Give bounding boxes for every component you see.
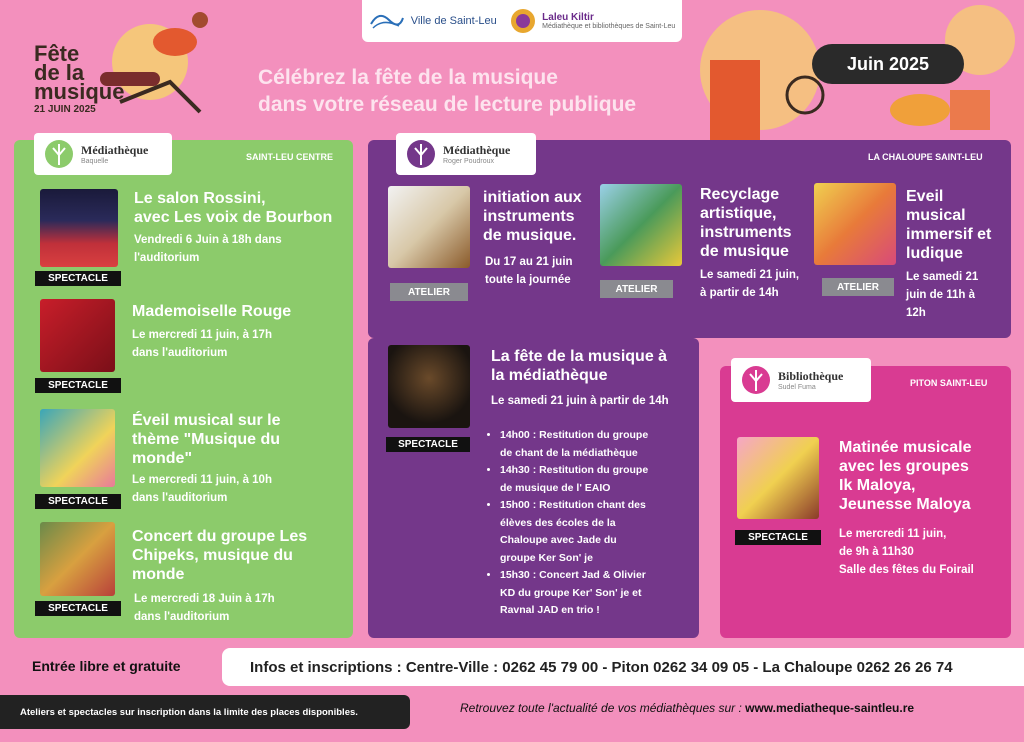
contact-info-bar: Infos et inscriptions : Centre-Ville : 0262 45 79 00 - Piton 0262 34 09 05 - La Chaloupe 0262 26 26 74 — [222, 648, 1024, 686]
program-line: KD du groupe Ker' Son' je et — [500, 586, 642, 599]
tree-logo-icon — [406, 139, 436, 169]
event-date-line: Vendredi 6 Juin à 18h dans — [134, 234, 282, 246]
bibliotheque-sudel-fuma-badge — [731, 358, 871, 402]
event-title — [134, 189, 332, 227]
atelier-photo-eveil-musical — [814, 183, 896, 265]
badge-subtitle: Roger Poudroux — [443, 158, 494, 165]
laleu-logo-text: Laleu Kiltir — [542, 12, 594, 23]
event-title-line: Le salon Rossini, — [134, 190, 266, 207]
atelier-date-line: à partir de 14h — [700, 287, 779, 299]
tree-logo-icon — [741, 365, 771, 395]
event-title-line: monde" — [132, 450, 193, 467]
free-entry-text: Entrée libre et gratuite — [32, 658, 181, 674]
site-label: SAINT-LEU CENTRE — [246, 152, 334, 162]
program-item — [500, 497, 700, 567]
tree-logo-icon — [44, 139, 74, 169]
event-title: Mademoiselle Rouge — [132, 303, 292, 320]
atelier-tag: ATELIER — [390, 283, 468, 301]
event-title-line: Chipeks, musique du — [132, 547, 293, 564]
mediatheque-baquelle-badge — [34, 133, 172, 175]
atelier-photo-recyclage — [600, 184, 682, 266]
festival-line2: de la — [34, 60, 85, 85]
atelier-photo-instruments — [388, 186, 470, 268]
ville-logo-text: Ville de Saint-Leu — [410, 15, 497, 27]
event-title — [132, 527, 307, 584]
event-title — [132, 411, 281, 468]
atelier-date-line: Du 17 au 21 juin — [485, 256, 573, 268]
program-item — [500, 567, 700, 620]
fete-title — [491, 347, 667, 385]
atelier-date-line: 12h — [906, 307, 926, 319]
event-photo-rossini — [40, 189, 118, 267]
site-label: LA CHALOUPE SAINT-LEU — [868, 152, 983, 162]
atelier-title-line: instruments — [483, 208, 575, 225]
event-title-line: thème "Musique du — [132, 431, 281, 448]
atelier-title-line: Recyclage — [700, 186, 780, 203]
event-photo-chipeks — [40, 522, 115, 596]
atelier-title — [700, 185, 792, 261]
event-date-line: Le mercredi 11 juin, à 17h — [132, 329, 272, 341]
fete-date: Le samedi 21 juin à partir de 14h — [491, 395, 669, 407]
event-date-line: Le mercredi 18 Juin à 17h — [134, 593, 275, 605]
tagline-line2: dans votre réseau de lecture publique — [258, 93, 637, 116]
event-date-line: dans l'auditorium — [132, 347, 228, 359]
event-date — [132, 471, 272, 507]
laleu-kiltir-logo — [510, 8, 675, 34]
event-date-line: de 9h à 11h30 — [839, 546, 914, 558]
atelier-title-line: de musique. — [483, 227, 577, 244]
event-title-line: monde — [132, 566, 185, 583]
event-date-line: Salle des fêtes du Foirail — [839, 564, 974, 576]
website-link[interactable]: www.mediatheque-saintleu.re — [745, 701, 915, 715]
atelier-title-line: Eveil — [906, 188, 944, 205]
laleu-logo-subtext: Médiathèque et bibliothèques de Saint-Leu — [542, 23, 676, 30]
event-date — [134, 231, 282, 267]
event-date-line: dans l'auditorium — [134, 611, 230, 623]
badge-title: Bibliothèque — [778, 369, 844, 383]
atelier-date-line: Le samedi 21 juin, — [700, 269, 800, 281]
program-item — [500, 462, 700, 497]
event-title-line: Jeunesse Maloya — [839, 496, 971, 513]
atelier-title-line: ludique — [906, 245, 963, 262]
atelier-tag: ATELIER — [822, 278, 894, 296]
laleu-logo-icon — [510, 8, 536, 34]
ville-logo-icon — [369, 10, 405, 32]
website-prefix: Retrouvez toute l'actualité de vos médiathèques sur : — [460, 701, 746, 715]
fete-program-list — [486, 427, 700, 620]
atelier-date-line: juin de 11h à — [906, 289, 976, 301]
mediatheque-roger-poudroux-badge — [396, 133, 536, 175]
spectacle-tag: SPECTACLE — [35, 601, 121, 616]
fete-title-line: La fête de la musique à — [491, 348, 668, 365]
atelier-title-line: initiation aux — [483, 189, 582, 206]
program-line: élèves des écoles de la — [500, 516, 616, 529]
event-date — [839, 525, 974, 579]
tagline — [258, 64, 636, 118]
atelier-date-line: Le samedi 21 — [906, 271, 979, 283]
atelier-title-line: instruments — [700, 224, 792, 241]
badge-subtitle: Sudel Fuma — [778, 384, 816, 391]
event-title-line: Matinée musicale — [839, 439, 972, 456]
spectacle-tag: SPECTACLE — [35, 494, 121, 509]
atelier-title-line: artistique, — [700, 205, 777, 222]
event-photo-mademoiselle-rouge — [40, 299, 115, 372]
program-line: • 15h30 : Concert Jad & Olivier — [500, 569, 646, 581]
event-date-line: Le mercredi 11 juin, — [839, 528, 947, 540]
festival-line3: musique — [34, 79, 125, 104]
event-title-line: Concert du groupe Les — [132, 528, 308, 545]
event-date-line: Le mercredi 11 juin, à 10h — [132, 474, 272, 486]
event-title — [839, 438, 972, 514]
atelier-date — [700, 266, 799, 302]
program-line: Ravnal JAD en trio ! — [500, 604, 600, 616]
fete-de-la-musique-logo — [34, 41, 125, 115]
site-label: PITON SAINT-LEU — [910, 378, 988, 388]
festival-line1: Fête — [34, 41, 80, 66]
spectacle-tag: SPECTACLE — [735, 530, 821, 545]
event-title-line: avec Les voix de Bourbon — [134, 209, 333, 226]
atelier-title-line: musical — [906, 207, 966, 224]
event-date-line: l'auditorium — [134, 252, 200, 264]
event-date — [134, 590, 275, 626]
website-line — [460, 701, 914, 715]
festival-date: 21 JUIN 2025 — [34, 104, 96, 115]
event-title-line: Ik Maloya, — [839, 477, 916, 494]
program-line: groupe Ker Son' je — [500, 551, 593, 564]
atelier-title-line: de musique — [700, 243, 789, 260]
program-line: • 14h00 : Restitution du groupe — [500, 429, 649, 441]
ville-saint-leu-logo — [369, 10, 497, 32]
atelier-title-line: immersif et — [906, 226, 992, 243]
program-line: • 15h00 : Restitution chant des — [500, 499, 646, 511]
atelier-date — [485, 253, 573, 289]
spectacle-tag: SPECTACLE — [35, 271, 121, 286]
atelier-date-line: toute la journée — [485, 274, 571, 286]
program-line: Chaloupe avec Jade du — [500, 534, 617, 546]
atelier-title — [483, 188, 582, 245]
event-date-line: dans l'auditorium — [132, 492, 228, 504]
atelier-tag: ATELIER — [600, 280, 673, 298]
month-badge: Juin 2025 — [812, 44, 964, 84]
badge-subtitle: Baquelle — [81, 158, 109, 165]
spectacle-tag: SPECTACLE — [386, 437, 470, 452]
program-item — [500, 427, 700, 462]
spectacle-tag: SPECTACLE — [35, 378, 121, 393]
badge-title: Médiathèque — [443, 143, 511, 157]
atelier-title — [906, 187, 991, 263]
partner-logos-bar — [362, 0, 682, 42]
program-line: de musique de l' EAIO — [500, 481, 611, 494]
event-photo-matinee — [737, 437, 819, 519]
badge-title: Médiathèque — [81, 143, 149, 157]
registration-note: Ateliers et spectacles sur inscription dans la limite des places disponibles. — [0, 695, 410, 729]
event-photo-eveil-musical — [40, 409, 115, 487]
atelier-date — [906, 268, 978, 322]
program-line: • 14h30 : Restitution du groupe — [500, 464, 649, 476]
fete-title-line: la médiathèque — [491, 367, 608, 384]
fete-photo-singer — [388, 345, 470, 428]
program-line: de chant de la médiathèque — [500, 446, 638, 459]
tagline-line1: Célébrez la fête de la musique — [258, 66, 558, 89]
event-date — [132, 326, 272, 362]
event-title-line: Éveil musical sur le — [132, 412, 281, 429]
event-title-line: avec les groupes — [839, 458, 969, 475]
